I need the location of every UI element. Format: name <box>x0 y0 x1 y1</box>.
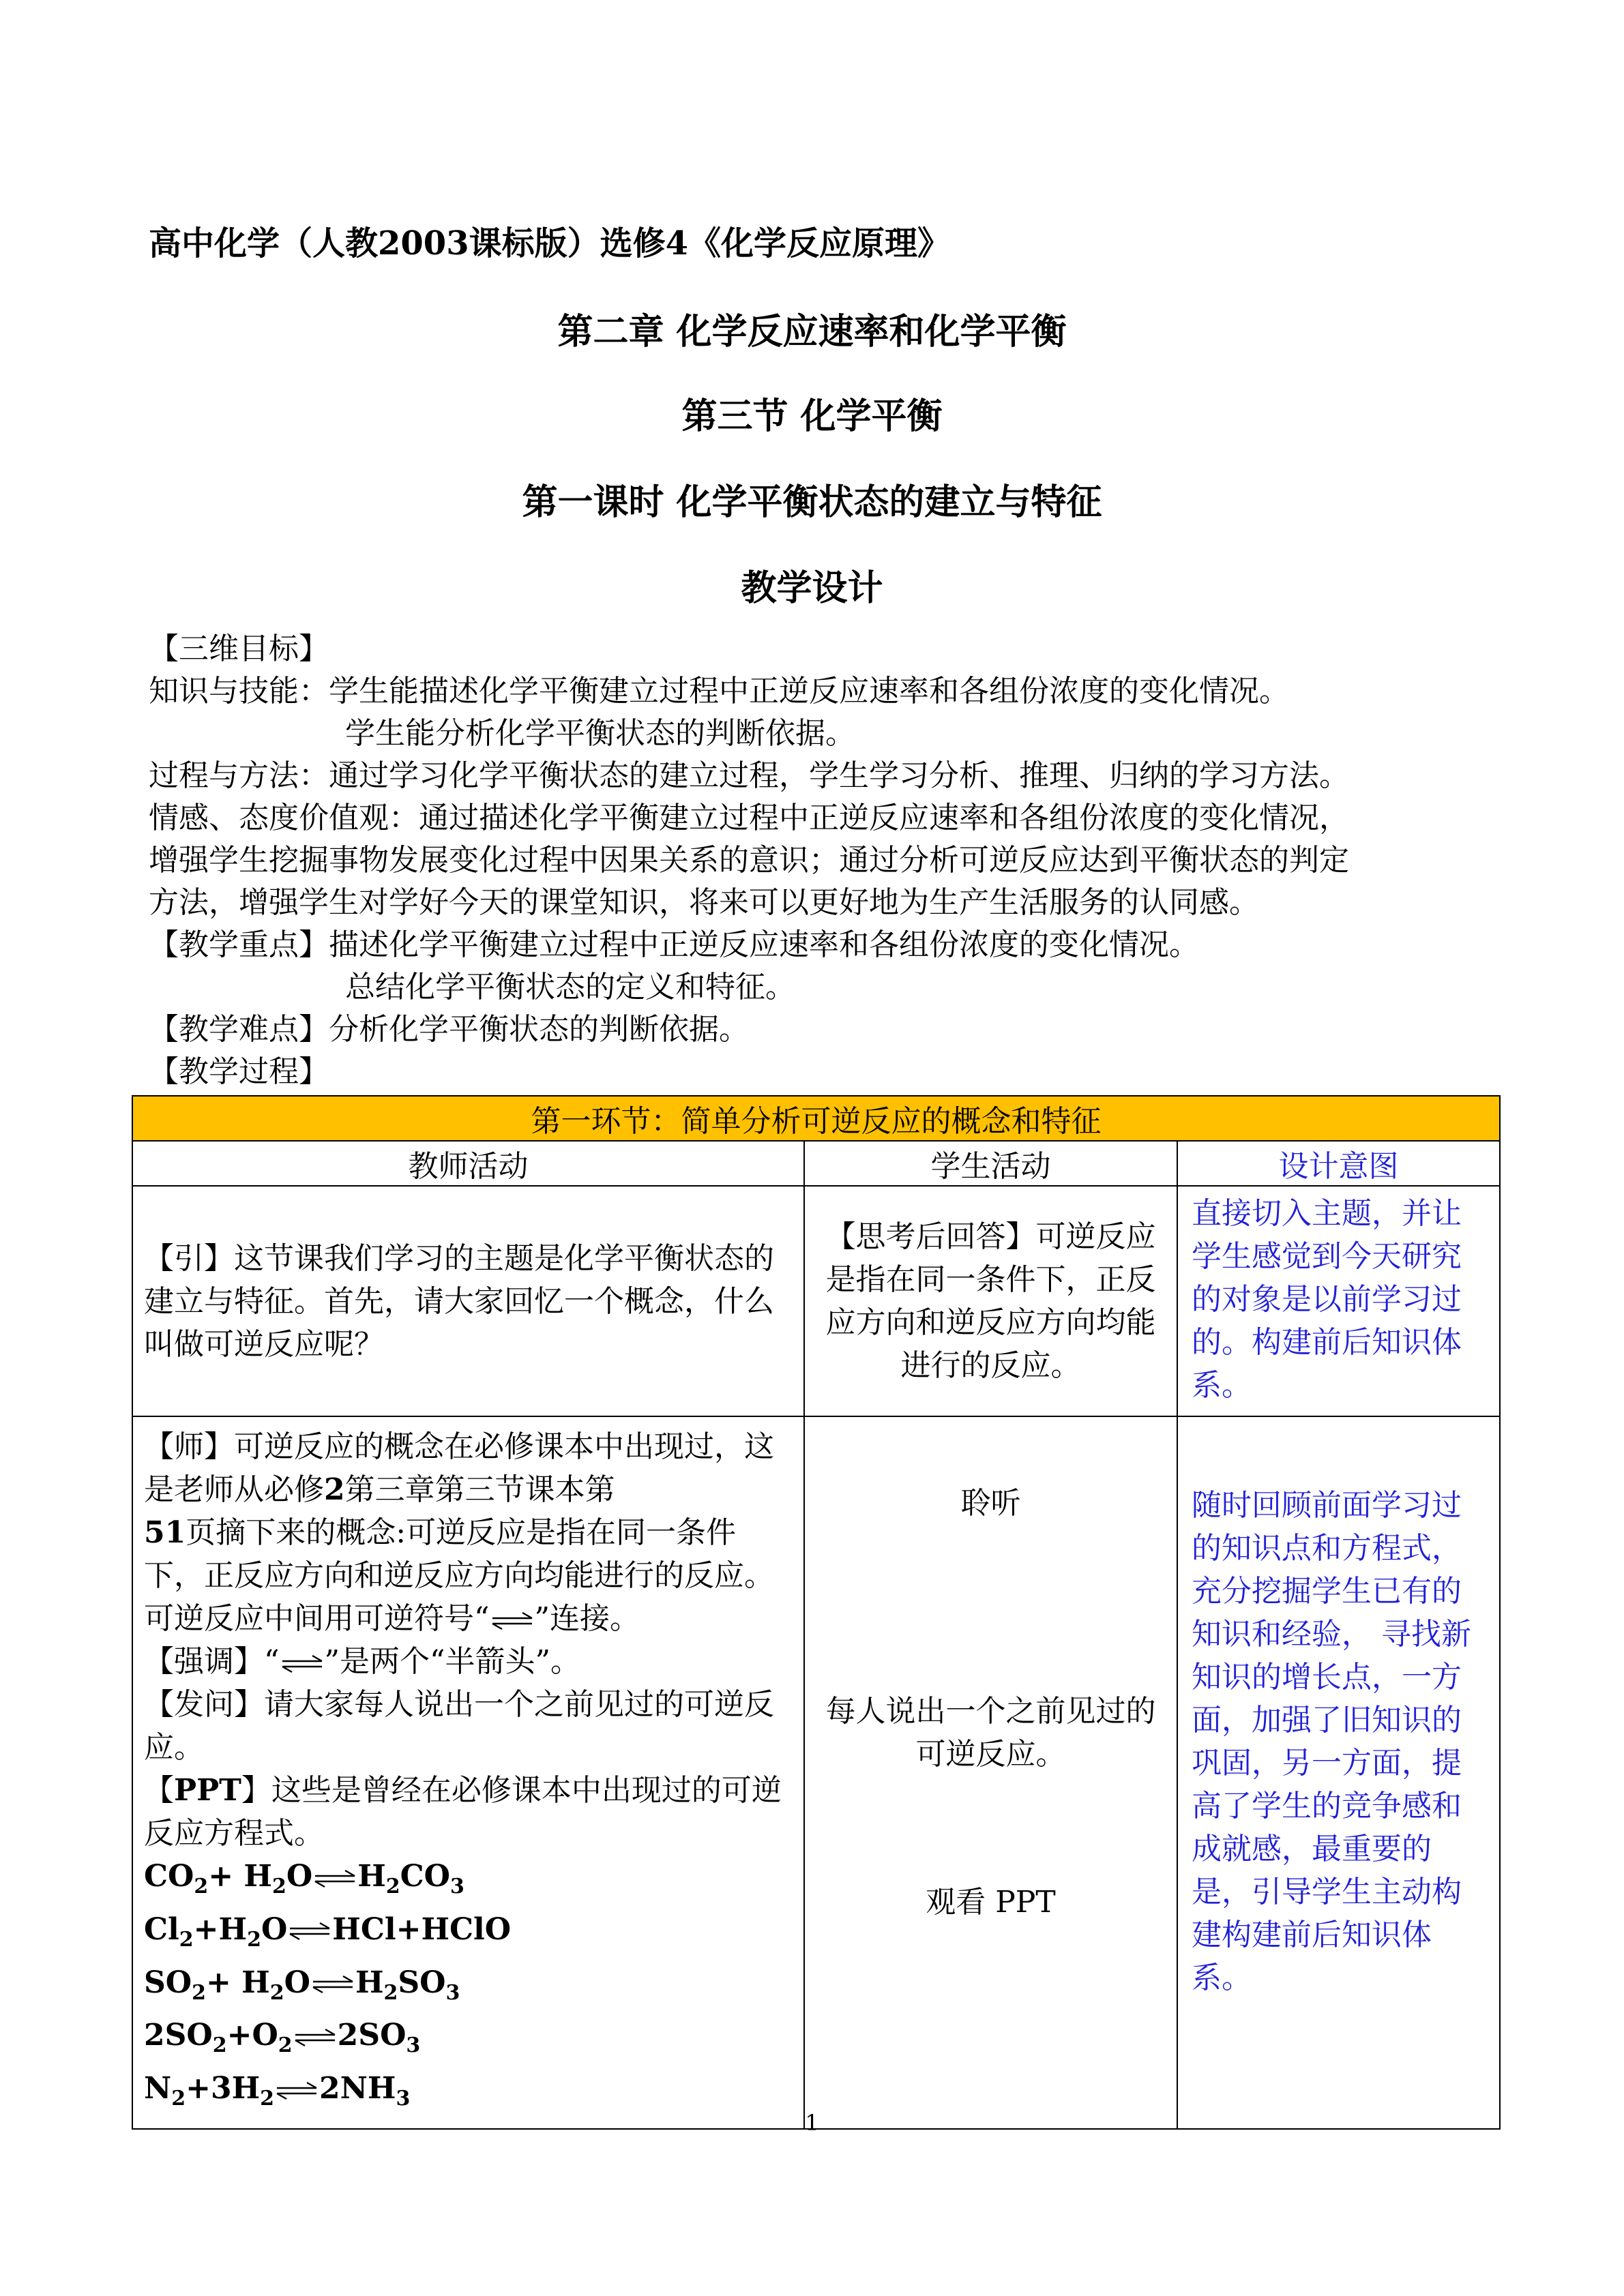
design-intent-cell <box>1177 1416 1500 2129</box>
process-line <box>149 756 1349 796</box>
objectives-header: 【三维目标】 <box>149 631 329 666</box>
design-intent-cell <box>1177 1186 1500 1416</box>
key-points-text-1: 描述化学平衡建立过程中正逆反应速率和各组份浓度的变化情况。 <box>329 927 1199 962</box>
section-heading: 第三节 化学平衡 <box>681 396 943 437</box>
teacher-text: 】这些是曾经在必修课本中出现过的可逆反应方程式。 <box>144 1773 782 1851</box>
reversible-arrow-icon <box>293 2027 338 2048</box>
key-points-text-2: 总结化学平衡状态的定义和特征。 <box>345 970 795 1004</box>
key-points-line <box>149 925 1199 966</box>
design-intent-text: 直接切入主题，并让学生感觉到今天研究的对象是以前学习过的。构建前后知识体系。 <box>1192 1196 1462 1403</box>
teacher-bold-number: 2 <box>324 1472 345 1507</box>
knowledge-label: 知识与技能： <box>149 674 329 709</box>
teacher-paragraph-4 <box>144 1769 793 1855</box>
chemical-equation: $SO_2+ H_2O$ $H_2SO_3$ <box>144 1965 460 2005</box>
emotion-line-1: 情感、态度价值观：通过描述化学平衡建立过程中正逆反应速率和各组份浓度的变化情况， <box>149 801 1349 835</box>
teacher-text: 【强调】“ <box>144 1644 280 1679</box>
teacher-bold-text: PPT <box>174 1773 241 1808</box>
student-activity-text: 【思考后回答】可逆反应是指在同一条件下，正反应方向和逆反应方向均能进行的反应。 <box>825 1219 1156 1383</box>
knowledge-text-1: 学生能描述化学平衡建立过程中正逆反应速率和各组份浓度的变化情况。 <box>329 674 1289 709</box>
teacher-paragraph-3: 【发问】请大家每人说出一个之前见过的可逆反应。 <box>144 1687 774 1765</box>
reversible-arrow-icon <box>274 2081 319 2101</box>
student-activity-cell <box>804 1186 1177 1416</box>
student-column-header: 学生活动 <box>804 1141 1177 1186</box>
table-row <box>132 1416 1500 2129</box>
reversible-arrow-icon <box>310 1974 355 1995</box>
teacher-text: 第三章第三节课本第 <box>344 1472 615 1507</box>
student-activity-cell <box>804 1416 1177 2129</box>
teacher-text: 【 <box>144 1773 174 1808</box>
knowledge-text-2: 学生能分析化学平衡状态的判断依据。 <box>345 716 855 751</box>
emotion-line-2: 增强学生挖掘事物发展变化过程中因果关系的意识；通过分析可逆反应达到平衡状态的判定 <box>149 843 1349 878</box>
chemical-equation: $Cl_2+H_2O$ HCl+HClO <box>144 1911 512 1952</box>
chemical-equation: $N_2+3H_2$ $2NH_3$ <box>144 2071 411 2111</box>
teacher-text: 【师】可逆反应的概念在必修课本中出现过，这是老师从必修 <box>144 1429 774 1507</box>
document-title: 高中化学（人教2003课标版）选修4《化学反应原理》 <box>149 224 950 263</box>
teacher-column-header: 教师活动 <box>132 1141 804 1186</box>
reversible-arrow-icon <box>490 1611 535 1631</box>
student-activity-watch: 观看 PPT <box>926 1885 1056 1920</box>
student-activity-listen: 聆听 <box>960 1486 1021 1521</box>
teacher-paragraph-2 <box>144 1640 793 1683</box>
process-text: 通过学习化学平衡状态的建立过程，学生学习分析、推理、归纳的学习方法。 <box>329 758 1349 793</box>
student-activity-speak: 每人说出一个之前见过的可逆反应。 <box>825 1694 1156 1772</box>
chapter-heading: 第二章 化学反应速率和化学平衡 <box>557 311 1067 353</box>
difficulty-text: 分析化学平衡状态的判断依据。 <box>329 1012 749 1047</box>
table-row <box>132 1186 1500 1416</box>
intent-column-header: 设计意图 <box>1177 1141 1500 1186</box>
page-number: 1 <box>805 2110 819 2136</box>
process-header: 【教学过程】 <box>149 1054 329 1089</box>
difficulty-line <box>149 1009 749 1050</box>
teacher-text: ”是两个“半箭头”。 <box>324 1644 580 1679</box>
difficulty-label: 【教学难点】 <box>149 1012 329 1047</box>
section-title-cell: 第一环节：简单分析可逆反应的概念和特征 <box>132 1096 1500 1141</box>
teacher-bold-number: 51 <box>144 1515 186 1550</box>
equation-list <box>144 1855 793 2120</box>
design-intent-text: 随时回顾前面学习过的知识点和方程式，充分挖掘学生已有的知识和经验， 寻找新知识的增长点，一方面，加强了旧知识的巩固，另一方面，提高了学生的竞争感和成就感，最重要的是，引导学生主动构建构建前后知识体系。 <box>1192 1488 1471 1995</box>
process-label: 过程与方法： <box>149 758 329 793</box>
teacher-activity-text: 【引】这节课我们学习的主题是化学平衡状态的建立与特征。首先，请大家回忆一个概念，什么叫做可逆反应呢？ <box>144 1240 774 1362</box>
lesson-heading: 第一课时 化学平衡状态的建立与特征 <box>522 481 1102 523</box>
reversible-arrow-icon <box>312 1868 357 1889</box>
student-activity-block <box>805 1417 1177 2104</box>
chemical-equation: $CO_2+ H_2O$ $H_2CO_3$ <box>144 1859 464 1898</box>
teaching-process-table <box>132 1095 1501 2130</box>
teacher-paragraph-1 <box>144 1425 793 1640</box>
reversible-arrow-icon <box>287 1921 332 1941</box>
teacher-activity-cell <box>132 1186 804 1416</box>
column-header-row <box>132 1141 1500 1186</box>
design-heading: 教学设计 <box>741 567 883 609</box>
reversible-arrow-icon <box>280 1654 325 1674</box>
section-title-row <box>132 1096 1500 1141</box>
teacher-text: ”连接。 <box>534 1601 640 1636</box>
knowledge-line <box>149 671 1289 712</box>
teacher-activity-cell <box>132 1416 804 2129</box>
chemical-equation: $2SO_2+O_2$ $2SO_3$ <box>144 2018 421 2058</box>
teacher-text: 页摘下来的概念:可逆反应是指在同一条件下，正反应方向和逆反应方向均能进行的反应。可逆反应中间用可逆符号“ <box>144 1515 774 1636</box>
emotion-line-3: 方法，增强学生对学好今天的课堂知识，将来可以更好地为生产生活服务的认同感。 <box>149 885 1259 920</box>
key-points-label: 【教学重点】 <box>149 927 329 962</box>
